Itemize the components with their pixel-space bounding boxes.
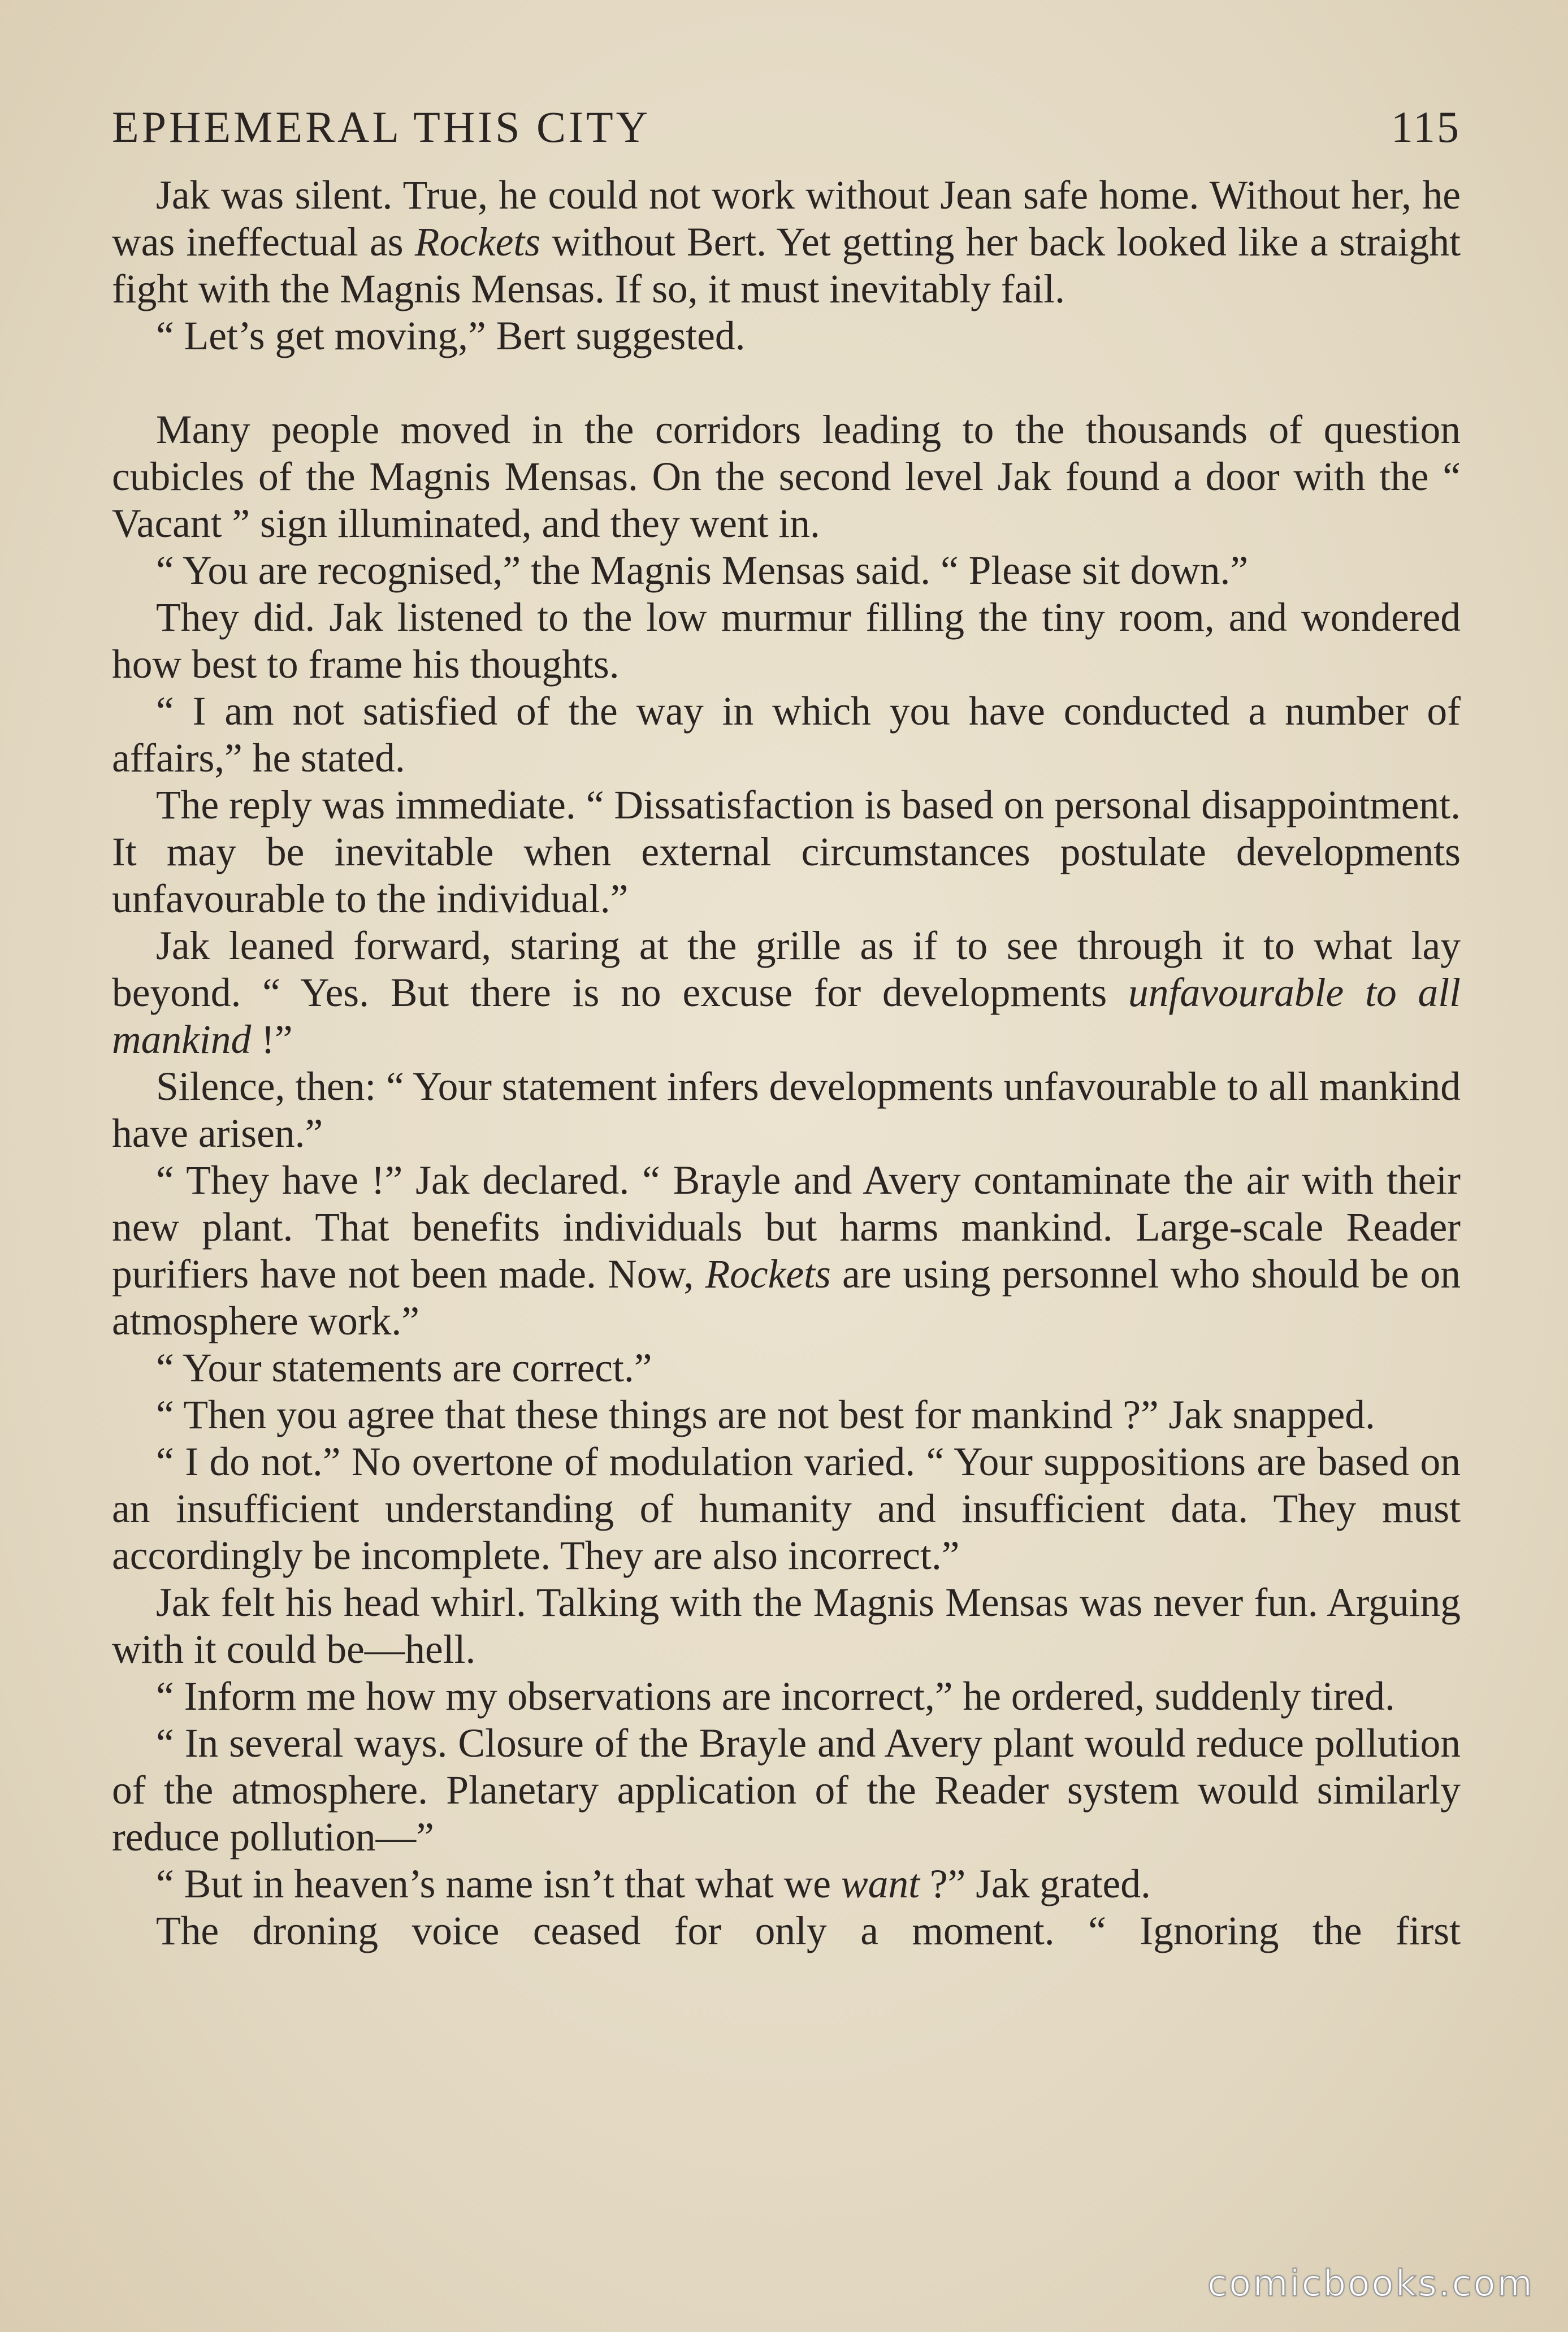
running-header — [112, 102, 1461, 153]
paragraph: “ But in heaven’s name isn’t that what we want ?” Jak grated. — [156, 1862, 1151, 1906]
paragraph: “ Your statements are correct.” — [156, 1346, 652, 1390]
paragraph: “ They have !” Jak declared. “ Brayle and Avery contaminate the air with their new plant. That benefits individuals but harms mankind. Large-scale Reader purifiers have not been made. Now, Rockets are using personnel who should be on atmosphere work.” — [112, 1158, 1461, 1343]
paragraph: “ You are recognised,” the Magnis Mensas said. “ Please sit down.” — [156, 548, 1249, 593]
paragraph: They did. Jak listened to the low murmur filling the tiny room, and wondered how best to frame his thoughts. — [112, 595, 1461, 687]
page-number: 115 — [1391, 102, 1461, 151]
paragraph: The droning voice ceased for only a moment. “ Ignoring the first — [156, 1909, 1461, 1953]
watermark: comicbooks.com — [1207, 2263, 1534, 2305]
paragraph: Jak was silent. True, he could not work without Jean safe home. Without her, he was ineffectual as Rockets without Bert. Yet getting her back looked like a straight fight with the Magnis Mensas. If so, it must inevitably fail. — [112, 173, 1461, 311]
paragraph: Silence, then: “ Your statement infers developments unfavourable to all mankind have arisen.” — [112, 1064, 1461, 1156]
body-text — [112, 172, 1461, 2001]
paragraph: “ Inform me how my observations are incorrect,” he ordered, suddenly tired. — [156, 1674, 1395, 1719]
paragraph: Many people moved in the corridors leading to the thousands of question cubicles of the Magnis Mensas. On the second level Jak found a door with the “ Vacant ” sign illuminated, and they went in. — [112, 408, 1461, 546]
running-title: EPHEMERAL THIS CITY — [112, 102, 651, 151]
paragraph: “ I am not satisfied of the way in which you have conducted a number of affairs,” he stated. — [112, 689, 1461, 781]
paragraph: The reply was immediate. “ Dissatisfaction is based on personal disappointment. It may be inevitable when external circumstances postulate developments unfavourable to the individual.” — [112, 783, 1461, 921]
paragraph: Jak leaned forward, staring at the grille as if to see through it to what lay beyond. “ Yes. But there is no excuse for developments unfavourable to all mankind !” — [112, 924, 1461, 1062]
paragraph: “ Let’s get moving,” Bert suggested. — [156, 314, 746, 358]
paragraph: “ In several ways. Closure of the Brayle and Avery plant would reduce pollution of the atmosphere. Planetary application of the Reader system would similarly reduce pollution—” — [112, 1721, 1461, 1859]
paragraph: Jak felt his head whirl. Talking with the Magnis Mensas was never fun. Arguing with it could be—hell. — [112, 1580, 1461, 1672]
paragraph: “ Then you agree that these things are not best for mankind ?” Jak snapped. — [156, 1393, 1375, 1437]
paragraph: “ I do not.” No overtone of modulation varied. “ Your suppositions are based on an insufficient understanding of humanity and insufficient data. They must accordingly be incomplete. They are also incorrect.” — [112, 1440, 1461, 1578]
